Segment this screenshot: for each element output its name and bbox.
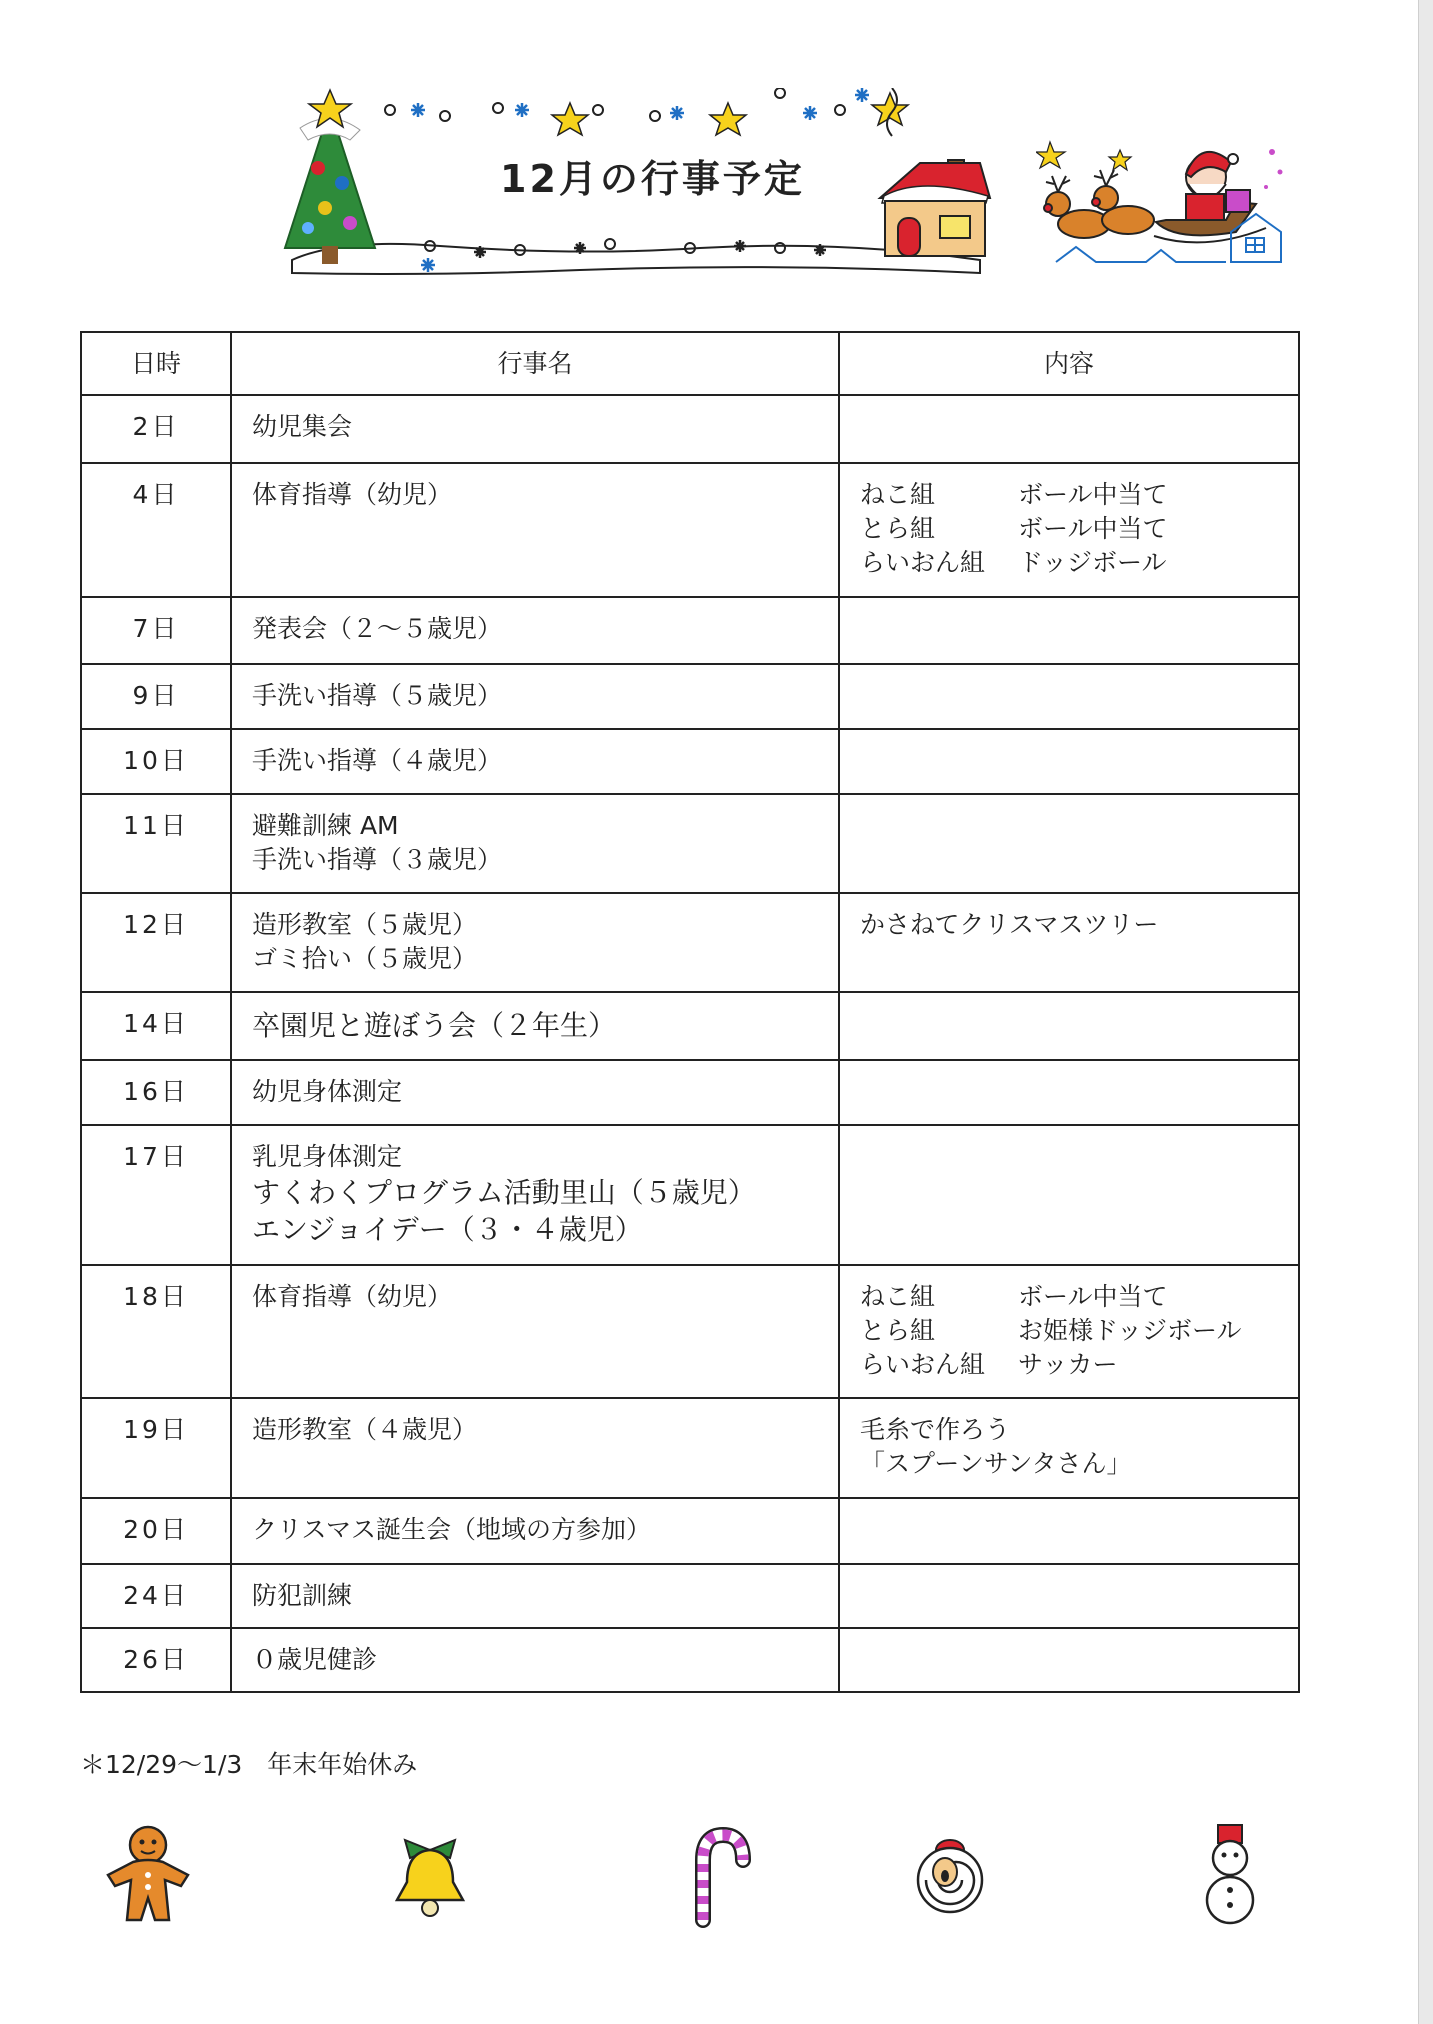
date-cell: 12日	[81, 893, 231, 992]
event-line: 手洗い指導（４歳児）	[252, 746, 503, 775]
detail-line	[860, 512, 1298, 546]
detail-line	[860, 1280, 1298, 1314]
date-cell: 2日	[81, 395, 231, 463]
santa-sleigh-icon	[1036, 132, 1286, 272]
detail-group: らいおん組	[860, 1350, 986, 1379]
snowman-icon	[1185, 1820, 1275, 1930]
table-row	[81, 597, 1299, 664]
date-cell: 14日	[81, 992, 231, 1060]
table-row	[81, 1564, 1299, 1628]
detail-activity: ボール中当て	[1018, 1282, 1168, 1311]
detail-line	[860, 478, 1298, 512]
details-cell	[839, 597, 1299, 664]
details-cell	[839, 794, 1299, 893]
table-row	[81, 395, 1299, 463]
details-cell	[839, 664, 1299, 729]
event-line: 造形教室（５歳児）	[252, 910, 478, 939]
star-icon	[552, 93, 908, 135]
date-cell: 7日	[81, 597, 231, 664]
event-line: 卒園児と遊ぼう会（２年生）	[252, 1009, 617, 1042]
event-cell	[231, 395, 839, 463]
date-cell: 16日	[81, 1060, 231, 1125]
event-line: エンジョイデー（３・４歳児）	[252, 1213, 643, 1246]
title-banner	[280, 88, 1000, 288]
event-cell	[231, 463, 839, 597]
christmas-tree-icon	[285, 90, 375, 264]
date-cell: 18日	[81, 1265, 231, 1398]
details-cell	[839, 1628, 1299, 1692]
detail-activity: ボール中当て	[1018, 480, 1168, 509]
gingerbread-icon	[103, 1820, 193, 1930]
candy-cane-icon	[668, 1820, 758, 1930]
event-cell	[231, 729, 839, 794]
event-line: 発表会（２～５歳児）	[252, 614, 503, 643]
details-cell	[839, 1498, 1299, 1564]
date-cell: 11日	[81, 794, 231, 893]
table-row	[81, 1628, 1299, 1692]
table-header-row	[81, 332, 1299, 395]
detail-activity: ドッジボール	[1018, 548, 1167, 577]
table-row	[81, 664, 1299, 729]
event-line: 体育指導（幼児）	[252, 1282, 453, 1311]
event-line: 手洗い指導（３歳児）	[252, 845, 503, 874]
schedule-table	[80, 331, 1300, 1693]
event-line: クリスマス誕生会（地域の方参加）	[252, 1515, 652, 1544]
details-cell	[839, 395, 1299, 463]
event-cell	[231, 893, 839, 992]
detail-line	[860, 1314, 1298, 1348]
event-line: 手洗い指導（５歳児）	[252, 681, 503, 710]
event-line: 避難訓練 AM	[252, 811, 399, 840]
event-cell	[231, 1265, 839, 1398]
column-header-event: 行事名	[231, 332, 839, 395]
detail-activity: サッカー	[1018, 1350, 1118, 1379]
event-line: ０歳児健診	[252, 1645, 378, 1674]
detail-activity: ボール中当て	[1018, 514, 1168, 543]
details-cell	[839, 463, 1299, 597]
event-cell	[231, 1398, 839, 1498]
event-cell	[231, 1125, 839, 1265]
event-line: 造形教室（４歳児）	[252, 1415, 478, 1444]
date-cell: 10日	[81, 729, 231, 794]
details-cell	[839, 1265, 1299, 1398]
event-line: 体育指導（幼児）	[252, 480, 453, 509]
table-row	[81, 463, 1299, 597]
details-cell	[839, 729, 1299, 794]
event-line: ゴミ拾い（５歳児）	[252, 944, 478, 973]
date-cell: 17日	[81, 1125, 231, 1265]
event-line: すくわくプログラム活動里山（５歳児）	[252, 1176, 756, 1209]
detail-activity: お姫様ドッジボール	[1018, 1316, 1242, 1345]
table-row	[81, 893, 1299, 992]
event-cell	[231, 794, 839, 893]
table-row	[81, 729, 1299, 794]
event-cell	[231, 664, 839, 729]
details-cell	[839, 1564, 1299, 1628]
event-cell	[231, 1498, 839, 1564]
event-cell	[231, 597, 839, 664]
details-cell	[839, 1398, 1299, 1498]
detail-group: らいおん組	[860, 548, 986, 577]
detail-line	[860, 546, 1298, 580]
table-row	[81, 1125, 1299, 1265]
detail-line: かさねてクリスマスツリー	[860, 910, 1159, 939]
event-line: 幼児集会	[252, 412, 353, 441]
detail-group: ねこ組	[860, 1282, 936, 1311]
table-row	[81, 1060, 1299, 1125]
detail-group: とら組	[860, 1316, 936, 1345]
detail-line: 毛糸で作ろう	[860, 1415, 1011, 1444]
snail-icon	[905, 1820, 995, 1930]
table-row	[81, 1498, 1299, 1564]
event-line: 乳児身体測定	[252, 1142, 403, 1171]
details-cell	[839, 992, 1299, 1060]
holiday-note: ＊12/29～1/3 年末年始休み	[80, 1750, 418, 1779]
event-line: 幼児身体測定	[252, 1077, 403, 1106]
column-header-date: 日時	[81, 332, 231, 395]
date-cell: 24日	[81, 1564, 231, 1628]
column-header-details: 内容	[839, 332, 1299, 395]
details-cell	[839, 1125, 1299, 1265]
date-cell: 4日	[81, 463, 231, 597]
table-row	[81, 992, 1299, 1060]
date-cell: 20日	[81, 1498, 231, 1564]
event-cell	[231, 992, 839, 1060]
event-line: 防犯訓練	[252, 1581, 353, 1610]
date-cell: 9日	[81, 664, 231, 729]
date-cell: 19日	[81, 1398, 231, 1498]
table-row	[81, 1398, 1299, 1498]
details-cell	[839, 1060, 1299, 1125]
detail-group: ねこ組	[860, 480, 936, 509]
event-cell	[231, 1564, 839, 1628]
page-title: 12月の行事予定	[500, 157, 805, 201]
table-row	[81, 1265, 1299, 1398]
page-edge	[1418, 0, 1433, 2024]
event-cell	[231, 1628, 839, 1692]
detail-line: 「スプーンサンタさん」	[860, 1449, 1132, 1478]
date-cell: 26日	[81, 1628, 231, 1692]
detail-group: とら組	[860, 514, 936, 543]
event-cell	[231, 1060, 839, 1125]
detail-line	[860, 1348, 1298, 1382]
table-row	[81, 794, 1299, 893]
details-cell	[839, 893, 1299, 992]
bell-icon	[385, 1820, 475, 1930]
